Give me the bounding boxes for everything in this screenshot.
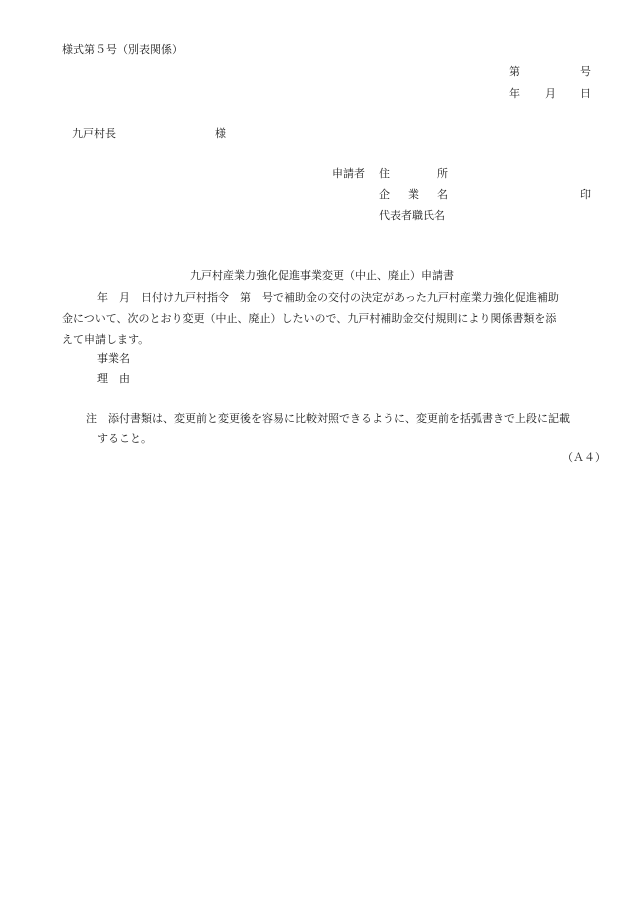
seal-mark: 印 xyxy=(580,188,591,201)
address-label-2: 所 xyxy=(437,167,448,180)
note-label: 注 xyxy=(86,412,97,425)
doc-number-dai: 第 xyxy=(509,65,520,78)
body-line-2: 金について、次のとおり変更（中止、廃止）したいので、九戸村補助金交付規則により関係書類を添 xyxy=(62,312,557,325)
date-month: 月 xyxy=(545,87,556,100)
date-day: 日 xyxy=(580,87,591,100)
addressee-honorific: 様 xyxy=(215,127,226,140)
date-year: 年 xyxy=(509,87,520,100)
company-label-2: 業 xyxy=(408,188,419,201)
representative-label: 代表者職氏名 xyxy=(379,209,445,222)
addressee-name: 九戸村長 xyxy=(72,127,116,140)
company-label-3: 名 xyxy=(437,188,448,201)
company-label-1: 企 xyxy=(379,188,390,201)
paper-size-label: （Ａ４） xyxy=(562,451,606,464)
note-line-2: すること。 xyxy=(97,432,152,445)
address-label-1: 住 xyxy=(379,167,390,180)
body-line-1: 年 月 日付け九戸村指令 第 号で補助金の交付の決定があった九戸村産業力強化促進補助 xyxy=(97,291,559,304)
body-line-3: えて申請します。 xyxy=(62,333,150,346)
item-project-name: 事業名 xyxy=(97,352,130,365)
item-reason: 理 由 xyxy=(97,372,130,385)
document-title: 九戸村産業力強化促進事業変更（中止、廃止）申請書 xyxy=(190,269,454,282)
doc-number-go: 号 xyxy=(580,65,591,78)
applicant-label: 申請者 xyxy=(332,167,365,180)
note-line-1: 添付書類は、変更前と変更後を容易に比較対照できるように、変更前を括弧書きで上段に記載 xyxy=(108,412,570,425)
form-number: 様式第５号（別表関係） xyxy=(62,43,183,56)
